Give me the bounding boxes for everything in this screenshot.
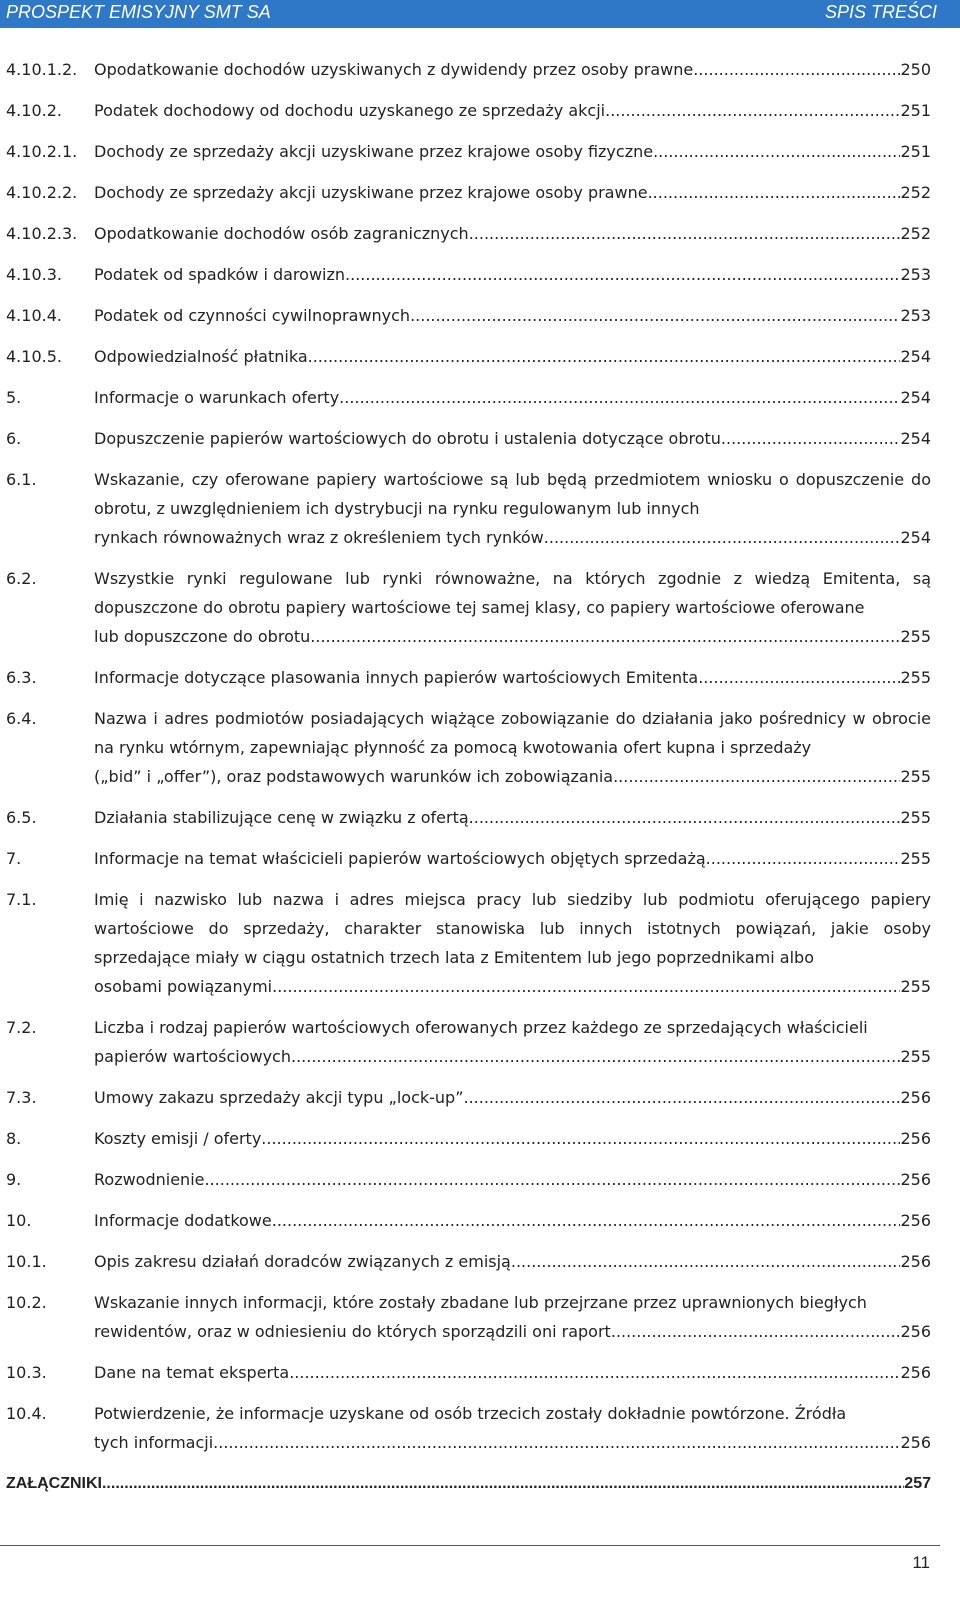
page-number: 11 xyxy=(912,1553,930,1572)
toc-entry-line xyxy=(94,1083,931,1112)
toc-entry-page: 254 xyxy=(900,429,931,448)
toc-entry[interactable] xyxy=(6,1358,931,1399)
toc-entry-page: 254 xyxy=(900,528,931,547)
toc-entry-number: 7.1. xyxy=(6,890,37,909)
toc-entry-body xyxy=(94,1013,931,1071)
toc-entry-line xyxy=(94,55,931,84)
toc-entry-title: Opis zakresu działań doradców związanych z emisją xyxy=(94,1252,511,1271)
toc-entry-body xyxy=(94,301,931,342)
leader-dots xyxy=(611,1317,901,1346)
leader-dots xyxy=(291,1042,900,1071)
toc-entry-page: 254 xyxy=(900,347,931,366)
toc-entry-line xyxy=(94,301,931,330)
toc-entry-line xyxy=(94,1206,931,1235)
toc-entry-body xyxy=(94,1124,931,1165)
toc-entry-body xyxy=(94,1206,931,1247)
toc-entry-page: 255 xyxy=(900,627,931,646)
toc-entry-body xyxy=(94,803,931,844)
toc-entry-number: 6.4. xyxy=(6,709,37,728)
leader-dots xyxy=(511,1247,901,1276)
toc-entry-number: 10.4. xyxy=(6,1404,47,1423)
toc-entry-line xyxy=(94,972,931,1001)
toc-entry-number: 4.10.1.2. xyxy=(6,60,78,79)
toc-entry[interactable] xyxy=(6,260,931,301)
toc-entry-page: 256 xyxy=(900,1433,931,1452)
toc-entry-title-end: papierów wartościowych xyxy=(94,1047,291,1066)
toc-entry-line xyxy=(94,383,931,412)
toc-entry-line xyxy=(94,219,931,248)
toc-entry-line xyxy=(94,803,931,832)
toc-entry-body xyxy=(94,137,931,178)
toc-entry-title: Informacje dodatkowe xyxy=(94,1211,272,1230)
toc-entry-title: Umowy zakazu sprzedaży akcji typu „lock-up” xyxy=(94,1088,464,1107)
leader-dots xyxy=(613,762,900,791)
toc-entry-page: 256 xyxy=(900,1363,931,1382)
toc-entry[interactable] xyxy=(6,1165,931,1206)
toc-entry-title: Odpowiedzialność płatnika xyxy=(94,347,308,366)
toc-entry[interactable] xyxy=(6,704,931,791)
toc-entry-line xyxy=(94,844,931,873)
toc-entry[interactable] xyxy=(6,96,931,137)
toc-entry-page: 256 xyxy=(900,1129,931,1148)
toc-entry[interactable] xyxy=(6,55,931,96)
leader-dots xyxy=(272,972,900,1001)
toc-entry[interactable] xyxy=(6,383,931,424)
appendix-page: 257 xyxy=(904,1475,931,1492)
toc-entry-page: 251 xyxy=(900,101,931,120)
toc-entry-line xyxy=(94,1358,931,1387)
toc-entry-line xyxy=(94,1428,931,1457)
toc-entry-line xyxy=(94,96,931,125)
leader-dots xyxy=(693,55,900,84)
toc-entry-line xyxy=(94,137,931,166)
toc-entry-number: 10.2. xyxy=(6,1293,47,1312)
toc-entry-number: 10. xyxy=(6,1211,32,1230)
toc-entry-number: 4.10.2.1. xyxy=(6,142,78,161)
toc-entry-body xyxy=(94,342,931,383)
toc-entry-page: 255 xyxy=(900,977,931,996)
toc-entry-title: Podatek od spadków i darowizn xyxy=(94,265,346,284)
toc-entry-line xyxy=(94,1247,931,1276)
toc-entry-title: Opodatkowanie dochodów uzyskiwanych z dywidendy przez osoby prawne xyxy=(94,60,694,79)
leader-dots xyxy=(653,137,900,166)
toc-entry-title: Działania stabilizujące cenę w związku z ofertą xyxy=(94,808,469,827)
toc-entry-body xyxy=(6,1469,931,1510)
toc-entry-title: Potwierdzenie, że informacje uzyskane od osób trzecich zostały dokładnie powtórzone. Źródła xyxy=(94,1404,847,1423)
toc-entry-line xyxy=(94,663,931,692)
toc-entry-body xyxy=(94,1399,931,1457)
toc-entry-title: Wskazanie innych informacji, które zostały zbadane lub przejrzane przez uprawnionych biegłych xyxy=(94,1293,867,1312)
toc-entry-title: Wskazanie, czy oferowane papiery wartościowe są lub będą przedmiotem wniosku o dopuszczenie do obrotu, z uwzględnieniem ich dystrybucji na rynku regulowanym lub innych xyxy=(94,470,931,518)
leader-dots xyxy=(706,844,901,873)
toc-entry-title: Dane na temat eksperta xyxy=(94,1363,290,1382)
toc-entry-number: 4.10.4. xyxy=(6,306,62,325)
toc-entry[interactable] xyxy=(6,803,931,844)
toc-entry-body xyxy=(94,1165,931,1206)
toc-entry-title: Opodatkowanie dochodów osób zagranicznych xyxy=(94,224,469,243)
leader-dots xyxy=(204,1165,900,1194)
leader-dots xyxy=(463,1083,900,1112)
toc-entry-number: 4.10.2.2. xyxy=(6,183,78,202)
toc-entry[interactable] xyxy=(6,1013,931,1071)
toc-entry[interactable] xyxy=(6,1124,931,1165)
footer-divider xyxy=(0,1545,940,1546)
toc-entry-page: 256 xyxy=(900,1252,931,1271)
toc-entry-title: Dopuszczenie papierów wartościowych do obrotu i ustalenia dotyczące obrotu xyxy=(94,429,721,448)
toc-entry[interactable] xyxy=(6,1206,931,1247)
toc-entry-body xyxy=(94,96,931,137)
toc-entry[interactable] xyxy=(6,137,931,178)
toc-entry-number: 7.3. xyxy=(6,1088,37,1107)
toc-entry-title-end: osobami powiązanymi xyxy=(94,977,273,996)
toc-entry-number: 6.2. xyxy=(6,569,37,588)
toc-entry-line xyxy=(94,523,931,552)
toc-entry-number: 7.2. xyxy=(6,1018,37,1037)
leader-dots xyxy=(605,96,900,125)
header-document-title: PROSPEKT EMISYJNY SMT SA xyxy=(6,2,271,22)
leader-dots xyxy=(469,803,901,832)
toc-entry-page: 256 xyxy=(900,1170,931,1189)
toc-entry-line xyxy=(94,622,931,651)
toc-entry[interactable] xyxy=(6,564,931,651)
toc-entry-page: 255 xyxy=(900,767,931,786)
toc-entry-title: Wszystkie rynki regulowane lub rynki równoważne, na których zgodnie z wiedzą Emitenta, są dopuszczone do obrotu papiery wartościowe tej samej klasy, co papiery wartościowe oferowane xyxy=(94,569,931,617)
leader-dots xyxy=(289,1358,900,1387)
toc-entry-body xyxy=(94,178,931,219)
toc-entry-body xyxy=(94,55,931,96)
leader-dots xyxy=(469,219,901,248)
toc-entry-number: 9. xyxy=(6,1170,22,1189)
toc-entry-page: 256 xyxy=(900,1211,931,1230)
toc-entry-number: 4.10.5. xyxy=(6,347,62,366)
toc-entry-line xyxy=(94,1165,931,1194)
toc-entry-body xyxy=(94,885,931,1001)
toc-entry-body xyxy=(94,219,931,260)
toc-entry-line xyxy=(94,178,931,207)
leader-dots xyxy=(410,301,900,330)
leader-dots xyxy=(721,424,901,453)
toc-entry-page: 252 xyxy=(900,183,931,202)
leader-dots xyxy=(698,663,900,692)
toc-entry-body xyxy=(94,260,931,301)
toc-entry[interactable] xyxy=(6,178,931,219)
toc-entry-body xyxy=(94,1288,931,1346)
toc-entry-body xyxy=(94,383,931,424)
toc-entry-number: 8. xyxy=(6,1129,22,1148)
toc-entry-title-end: tych informacji xyxy=(94,1433,214,1452)
toc-entry-page: 251 xyxy=(900,142,931,161)
toc-entry[interactable] xyxy=(6,1399,931,1457)
toc-entry-page: 254 xyxy=(900,388,931,407)
toc-entry-number: 4.10.2.3. xyxy=(6,224,78,243)
toc-entry-body xyxy=(94,844,931,885)
leader-dots xyxy=(308,342,901,371)
toc-entry-title-end: („bid” i „offer”), oraz podstawowych warunków ich zobowiązania xyxy=(94,767,614,786)
toc-entry[interactable] xyxy=(6,663,931,704)
leader-dots xyxy=(345,260,900,289)
toc-entry-number: 7. xyxy=(6,849,22,868)
toc-entry-title: Informacje dotyczące plasowania innych papierów wartościowych Emitenta xyxy=(94,668,699,687)
leader-dots xyxy=(310,622,900,651)
document-header xyxy=(0,0,960,28)
toc-entry-page: 252 xyxy=(900,224,931,243)
toc-entry-title-end: rewidentów, oraz w odniesieniu do których sporządzili oni raport xyxy=(94,1322,611,1341)
toc-entry-title: Dochody ze sprzedaży akcji uzyskiwane przez krajowe osoby prawne xyxy=(94,183,648,202)
toc-entry-line xyxy=(94,342,931,371)
header-section-title: SPIS TREŚCI xyxy=(824,2,937,22)
toc-entry-number: 4.10.3. xyxy=(6,265,62,284)
leader-dots xyxy=(102,1469,904,1498)
toc-entry-title: Liczba i rodzaj papierów wartościowych oferowanych przez każdego ze sprzedających właścicieli xyxy=(94,1018,868,1037)
leader-dots xyxy=(261,1124,900,1153)
toc-entry-title: Podatek dochodowy od dochodu uzyskanego ze sprzedaży akcji xyxy=(94,101,606,120)
toc-entry-number: 6.3. xyxy=(6,668,37,687)
toc-entry[interactable] xyxy=(6,219,931,260)
toc-entry[interactable] xyxy=(6,1083,931,1124)
toc-entry[interactable] xyxy=(6,465,931,552)
toc-entry-page: 250 xyxy=(900,60,931,79)
leader-dots xyxy=(339,383,900,412)
toc-entry-line xyxy=(94,424,931,453)
toc-entry-line xyxy=(94,1124,931,1153)
toc-entry-number: 5. xyxy=(6,388,22,407)
toc-entry[interactable] xyxy=(6,1288,931,1346)
toc-entry-body xyxy=(94,1358,931,1399)
toc-entry-title: Imię i nazwisko lub nazwa i adres miejsca pracy lub siedziby lub podmiotu oferującego papiery wartościowe do sprzedaży, charakter stanowiska lub innych istotnych powiązań, jakie osoby sprzedające miały w ciągu ostatnich trzech lata z Emitentem lub jego poprzednikami albo xyxy=(94,890,931,967)
toc-entry-body xyxy=(94,1247,931,1288)
toc-entry-title: Podatek od czynności cywilnoprawnych xyxy=(94,306,411,325)
toc-entry-title: Koszty emisji / oferty xyxy=(94,1129,262,1148)
toc-entry-page: 255 xyxy=(900,849,931,868)
toc-entry-title: Informacje na temat właścicieli papierów wartościowych objętych sprzedażą xyxy=(94,849,706,868)
toc-entry[interactable] xyxy=(6,885,931,1001)
toc-entry-page: 256 xyxy=(900,1088,931,1107)
toc-entry-number: 10.3. xyxy=(6,1363,47,1382)
toc-entry-body xyxy=(94,663,931,704)
toc-entry-title-end: lub dopuszczone do obrotu xyxy=(94,627,311,646)
toc-entry[interactable] xyxy=(6,424,931,465)
leader-dots xyxy=(648,178,901,207)
toc-entry-title: Nazwa i adres podmiotów posiadających wiążące zobowiązanie do działania jako pośrednicy w obrocie na rynku wtórnym, zapewniając płynność za pomocą kwotowania ofert kupna i sprzedaży xyxy=(94,709,931,757)
toc-entry-page: 255 xyxy=(900,1047,931,1066)
toc-appendix-entry[interactable] xyxy=(6,1469,931,1510)
toc-entry-line xyxy=(94,260,931,289)
toc-entry-title: Informacje o warunkach oferty xyxy=(94,388,340,407)
toc-entry-page: 256 xyxy=(900,1322,931,1341)
toc-entry-body xyxy=(94,424,931,465)
appendix-title: ZAŁĄCZNIKI xyxy=(6,1475,102,1492)
toc-entry-title-end: rynkach równoważnych wraz z określeniem tych rynków xyxy=(94,528,544,547)
toc-entry-page: 253 xyxy=(900,265,931,284)
toc-entry-title: Dochody ze sprzedaży akcji uzyskiwane przez krajowe osoby fizyczne xyxy=(94,142,654,161)
toc-entry[interactable] xyxy=(6,844,931,885)
toc-entry[interactable] xyxy=(6,1247,931,1288)
toc-entry-title: Rozwodnienie xyxy=(94,1170,205,1189)
table-of-contents xyxy=(6,55,931,1510)
toc-entry-page: 255 xyxy=(900,808,931,827)
toc-entry-line xyxy=(94,1042,931,1071)
leader-dots xyxy=(213,1428,900,1457)
toc-entry-number: 6.5. xyxy=(6,808,37,827)
toc-entry-page: 253 xyxy=(900,306,931,325)
toc-entry-body xyxy=(94,1083,931,1124)
leader-dots xyxy=(272,1206,901,1235)
toc-entry-line xyxy=(94,762,931,791)
toc-entry-line xyxy=(94,1317,931,1346)
toc-entry-body xyxy=(94,564,931,651)
toc-entry-number: 6. xyxy=(6,429,22,448)
toc-entry-body xyxy=(94,704,931,791)
toc-entry-number: 6.1. xyxy=(6,470,37,489)
toc-entry-number: 4.10.2. xyxy=(6,101,62,120)
leader-dots xyxy=(544,523,901,552)
toc-entry-number: 10.1. xyxy=(6,1252,47,1271)
toc-entry-body xyxy=(94,465,931,552)
toc-entry[interactable] xyxy=(6,301,931,342)
toc-entry[interactable] xyxy=(6,342,931,383)
toc-entry-page: 255 xyxy=(900,668,931,687)
toc-entry-line xyxy=(6,1469,931,1498)
